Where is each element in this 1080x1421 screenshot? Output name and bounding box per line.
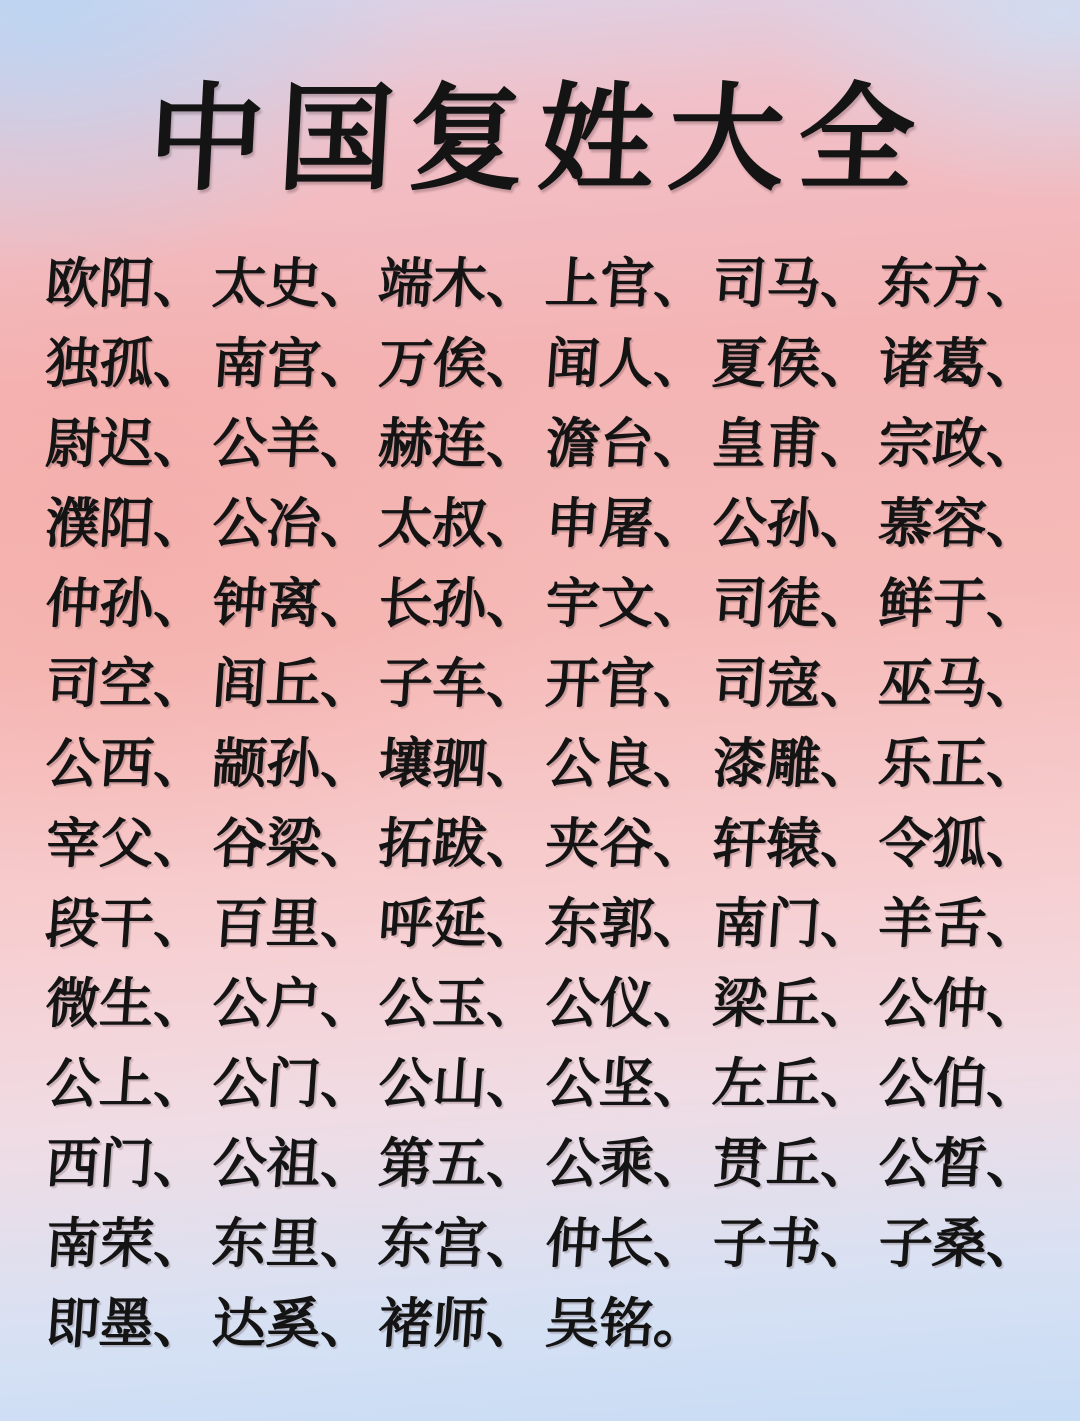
surname-row: [43, 399, 1046, 479]
surname-item: 颛孙、: [210, 733, 377, 794]
surname-item: 公西、: [43, 733, 210, 794]
poster-title: 中国复姓大全: [144, 74, 932, 204]
surname-item: 南门、: [710, 893, 877, 954]
surname-item: 公玉、: [376, 973, 544, 1034]
surname-item: 公坚、: [543, 1053, 710, 1114]
surname-item: 宗政、: [876, 413, 1044, 474]
surname-item: 百里、: [210, 893, 377, 954]
surname-item: 褚师、: [376, 1293, 544, 1354]
surname-item: 仲孙、: [43, 573, 210, 634]
surname-row: [43, 879, 1046, 959]
surname-item: 轩辕、: [710, 813, 877, 874]
surname-row: [43, 799, 1046, 879]
surname-item: 长孙、: [376, 573, 544, 634]
surname-item: 公仲、: [876, 973, 1044, 1034]
surname-row: [43, 959, 1046, 1039]
surname-item: 公祖、: [210, 1133, 377, 1194]
surname-item: 公山、: [376, 1053, 544, 1114]
surname-item: 皇甫、: [710, 413, 877, 474]
surname-item: 东郭、: [543, 893, 710, 954]
surname-item: 乐正、: [876, 733, 1044, 794]
surname-row: [43, 639, 1046, 719]
surname-row: [43, 1119, 1046, 1199]
surname-item: 尉迟、: [43, 413, 210, 474]
surname-grid: [0, 239, 1080, 1359]
surname-item: 闾丘、: [210, 653, 377, 714]
surname-row: [43, 1279, 1046, 1359]
surname-item: 仲长、: [543, 1213, 710, 1274]
surname-item: 公门、: [210, 1053, 377, 1114]
surname-item: 公孙、: [710, 493, 877, 554]
surname-item: 公良、: [543, 733, 710, 794]
surname-item: 澹台、: [543, 413, 710, 474]
surname-item: 夏侯、: [710, 333, 877, 394]
surname-item: 欧阳、: [43, 253, 210, 314]
surname-item: 令狐、: [876, 813, 1044, 874]
surname-row: [43, 319, 1046, 399]
surname-item: 公乘、: [543, 1133, 710, 1194]
surname-item: 鲜于、: [876, 573, 1044, 634]
surname-item: 达奚、: [210, 1293, 377, 1354]
surname-item: 巫马、: [876, 653, 1044, 714]
surname-item: 开官、: [543, 653, 710, 714]
surname-item: 闻人、: [543, 333, 710, 394]
surname-item: 钟离、: [210, 573, 377, 634]
surname-item: 呼延、: [376, 893, 544, 954]
surname-item: 拓跋、: [376, 813, 544, 874]
surname-row: [43, 239, 1046, 319]
surname-row: [43, 1039, 1046, 1119]
surname-item: 司马、: [710, 253, 877, 314]
surname-item: 上官、: [543, 253, 710, 314]
surname-item: 公羊、: [210, 413, 377, 474]
surname-row: [43, 719, 1046, 799]
surname-item: 南宫、: [210, 333, 377, 394]
surname-item: 谷梁、: [210, 813, 377, 874]
surname-item: 宇文、: [543, 573, 710, 634]
surname-item: 贯丘、: [710, 1133, 877, 1194]
surname-item: 南荣、: [43, 1213, 210, 1274]
surname-item: 公户、: [210, 973, 377, 1034]
surname-item: 子车、: [376, 653, 544, 714]
surname-item: 子书、: [710, 1213, 877, 1274]
surname-item: 东方、: [876, 253, 1044, 314]
surname-item: 西门、: [43, 1133, 210, 1194]
surname-item: 公冶、: [210, 493, 377, 554]
surname-item: 端木、: [376, 253, 544, 314]
surname-item: 诸葛、: [876, 333, 1044, 394]
surname-item: 公仪、: [543, 973, 710, 1034]
surname-item: 左丘、: [710, 1053, 877, 1114]
surname-item: 万俟、: [376, 333, 544, 394]
surname-item: 司徒、: [710, 573, 877, 634]
surname-item: 公上、: [43, 1053, 210, 1114]
surname-item: 太叔、: [376, 493, 544, 554]
surname-item: 羊舌、: [876, 893, 1044, 954]
surname-item: 司空、: [43, 653, 210, 714]
surname-item: 即墨、: [43, 1293, 210, 1354]
surname-item: 子桑、: [876, 1213, 1044, 1274]
surname-item: 濮阳、: [43, 493, 210, 554]
surname-row: [43, 1199, 1046, 1279]
surname-item: 壤驷、: [376, 733, 544, 794]
surname-item: 太史、: [210, 253, 377, 314]
surname-item: 独孤、: [43, 333, 210, 394]
surname-row: [43, 479, 1046, 559]
surname-item: 公伯、: [876, 1053, 1044, 1114]
surname-item: 梁丘、: [710, 973, 877, 1034]
surname-item: 东里、: [210, 1213, 377, 1274]
surname-item: 申屠、: [543, 493, 710, 554]
surname-item: 微生、: [43, 973, 210, 1034]
surname-item: 公晳、: [876, 1133, 1044, 1194]
surname-item: 夹谷、: [543, 813, 710, 874]
surname-item: 漆雕、: [710, 733, 877, 794]
surname-item: 慕容、: [876, 493, 1044, 554]
surname-item: 东宫、: [376, 1213, 544, 1274]
surname-item: 司寇、: [710, 653, 877, 714]
surname-item: 宰父、: [43, 813, 210, 874]
surname-item: 赫连、: [376, 413, 544, 474]
surname-row: [43, 559, 1046, 639]
surname-item: 吴铭。: [543, 1293, 710, 1354]
surname-item: 第五、: [376, 1133, 544, 1194]
surname-item: 段干、: [43, 893, 210, 954]
